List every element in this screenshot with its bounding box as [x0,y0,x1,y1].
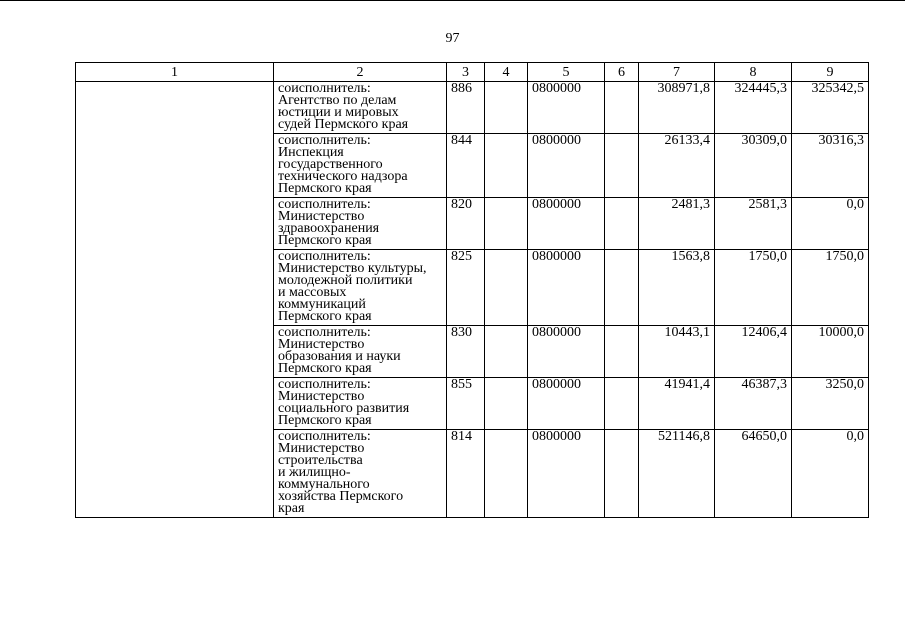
executor-name-line: юстиции и мировых [278,105,399,120]
executor-name-line: Министерство [278,441,365,456]
amount-col-7-cell: 1563,8 [639,250,715,326]
amount-col-9-cell: 3250,0 [792,378,869,430]
column-header: 1 [76,63,274,82]
executor-role: соисполнитель: [278,197,371,212]
column-header: 5 [528,63,605,82]
column-6-cell [605,134,639,198]
executor-name-line: строительства [278,453,363,468]
amount-col-8-cell: 30309,0 [715,134,792,198]
executor-description-cell [274,198,447,250]
amount-col-9-cell: 10000,0 [792,326,869,378]
executor-name-line: судей Пермского края [278,117,409,132]
amount-col-7-cell: 308971,8 [639,82,715,134]
column-header: 2 [274,63,447,82]
executor-description-cell [274,430,447,518]
amount-col-7-cell: 41941,4 [639,378,715,430]
executor-description-cell [274,250,447,326]
department-code-cell: 844 [447,134,485,198]
column-6-cell [605,82,639,134]
executor-name-line: края [278,501,305,516]
executor-name-line: Министерство культуры, [278,261,427,276]
executor-role: соисполнитель: [278,325,371,340]
column-4-cell [485,430,528,518]
executor-role: соисполнитель: [278,81,371,96]
amount-col-9-cell: 30316,3 [792,134,869,198]
department-code-cell: 886 [447,82,485,134]
executor-name-line: коммунального [278,477,370,492]
column-6-cell [605,430,639,518]
budget-code-cell: 0800000 [528,134,605,198]
budget-code-cell: 0800000 [528,430,605,518]
executor-name-line: Агентство по делам [278,93,397,108]
budget-code-cell: 0800000 [528,250,605,326]
column-4-cell [485,326,528,378]
executor-name-line: Инспекция [278,145,344,160]
amount-col-9-cell: 1750,0 [792,250,869,326]
executor-name-line: Пермского края [278,309,372,324]
column-6-cell [605,198,639,250]
executor-name-line: хозяйства Пермского [278,489,404,504]
department-code-cell: 855 [447,378,485,430]
executor-name-line: технического надзора [278,169,408,184]
executor-role: соисполнитель: [278,377,371,392]
column-4-cell [485,378,528,430]
column-4-cell [485,82,528,134]
amount-col-8-cell: 2581,3 [715,198,792,250]
executor-description-cell [274,82,447,134]
budget-code-cell: 0800000 [528,326,605,378]
amount-col-9-cell: 0,0 [792,198,869,250]
column-header: 7 [639,63,715,82]
column-4-cell [485,250,528,326]
executor-name-line: Министерство [278,389,365,404]
department-code-cell: 820 [447,198,485,250]
amount-col-9-cell: 0,0 [792,430,869,518]
column-header: 3 [447,63,485,82]
executor-name-line: молодежной политики [278,273,413,288]
amount-col-8-cell: 1750,0 [715,250,792,326]
executor-name-line: Министерство [278,209,365,224]
header-row [76,63,869,82]
table-row [76,82,869,134]
executor-description-cell [274,326,447,378]
executor-description-cell [274,378,447,430]
column-6-cell [605,326,639,378]
executor-role: соисполнитель: [278,429,371,444]
executor-name-line: коммуникаций [278,297,366,312]
budget-code-cell: 0800000 [528,82,605,134]
executor-role: соисполнитель: [278,133,371,148]
program-financing-table [75,62,869,518]
column-header: 9 [792,63,869,82]
column-header: 8 [715,63,792,82]
amount-col-9-cell: 325342,5 [792,82,869,134]
page-top-rule [0,0,905,1]
executor-name-line: Министерство [278,337,365,352]
executor-role: соисполнитель: [278,249,371,264]
column-6-cell [605,378,639,430]
executor-name-line: Пермского края [278,181,372,196]
executor-name-line: здравоохранения [278,221,380,236]
executor-name-line: Пермского края [278,413,372,428]
column-4-cell [485,198,528,250]
department-code-cell: 830 [447,326,485,378]
amount-col-7-cell: 10443,1 [639,326,715,378]
merged-first-column-cell [76,82,274,518]
amount-col-7-cell: 521146,8 [639,430,715,518]
executor-name-line: социального развития [278,401,410,416]
executor-name-line: Пермского края [278,361,372,376]
amount-col-8-cell: 46387,3 [715,378,792,430]
budget-code-cell: 0800000 [528,378,605,430]
amount-col-7-cell: 2481,3 [639,198,715,250]
column-header: 6 [605,63,639,82]
amount-col-8-cell: 324445,3 [715,82,792,134]
budget-code-cell: 0800000 [528,198,605,250]
executor-description-cell [274,134,447,198]
column-4-cell [485,134,528,198]
executor-name-line: образования и науки [278,349,401,364]
executor-name-line: государственного [278,157,383,172]
page-number: 97 [445,31,460,46]
amount-col-8-cell: 12406,4 [715,326,792,378]
executor-name-line: и жилищно- [278,465,351,480]
amount-col-7-cell: 26133,4 [639,134,715,198]
department-code-cell: 814 [447,430,485,518]
column-header: 4 [485,63,528,82]
executor-name-line: Пермского края [278,233,372,248]
department-code-cell: 825 [447,250,485,326]
executor-name-line: и массовых [278,285,347,300]
column-6-cell [605,250,639,326]
amount-col-8-cell: 64650,0 [715,430,792,518]
